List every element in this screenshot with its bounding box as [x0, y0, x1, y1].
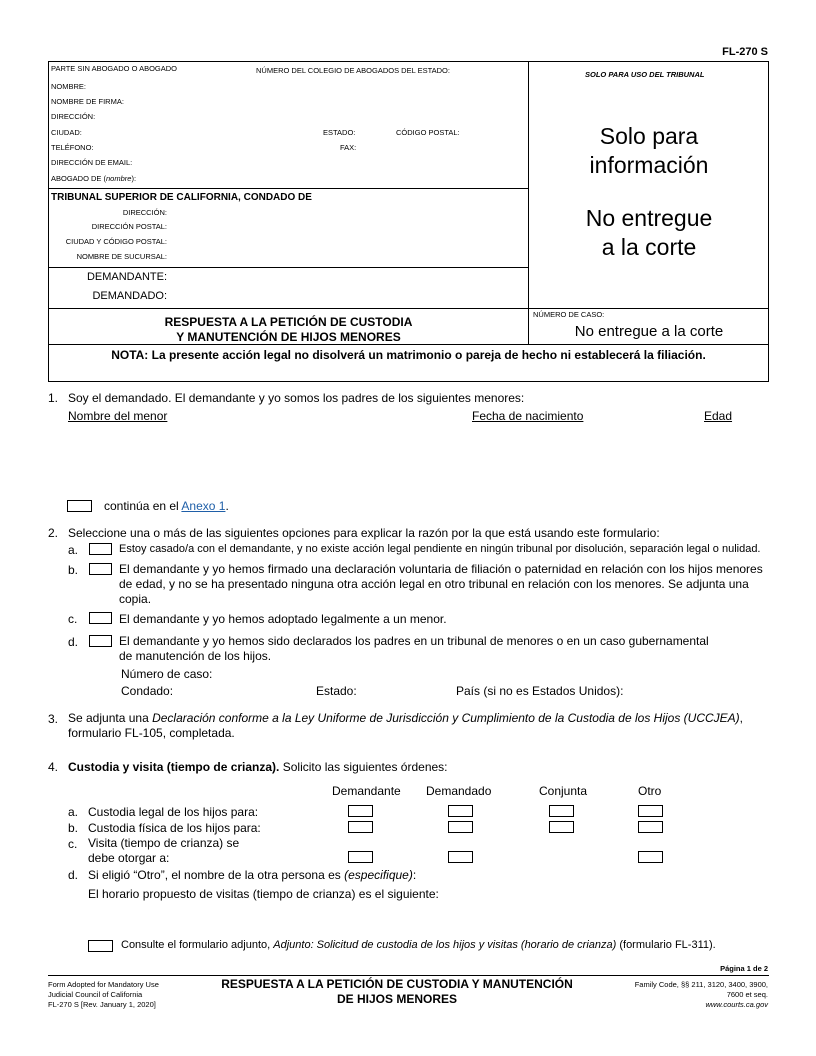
case-number-value: No entregue a la corte [574, 323, 724, 340]
city-label: CIUDAD: [51, 128, 82, 137]
item4d-letter: d. [68, 868, 79, 882]
col-other: Otro [638, 784, 662, 798]
item4c-letter: c. [68, 837, 78, 851]
case-number-label: NÚMERO DE CASO: [533, 310, 605, 319]
note: NOTA: La presente acción legal no disolverá un matrimonio o pareja de hecho ni establecerá la filiación. [111, 348, 706, 362]
item1-number: 1. [48, 391, 59, 405]
legal-custody-other-checkbox[interactable] [638, 805, 663, 817]
firm-label: NOMBRE DE FIRMA: [51, 97, 124, 106]
physical-custody-other-checkbox[interactable] [638, 821, 663, 833]
item2d-letter: d. [68, 635, 79, 649]
item2a-letter: a. [68, 543, 79, 557]
physical-custody-joint-checkbox[interactable] [549, 821, 574, 833]
item1-text: Soy el demandado. El demandante y yo somos los padres de los siguientes menores: [68, 391, 525, 405]
footer-title: RESPUESTA A LA PETICIÓN DE CUSTODIA Y MANUTENCIÓN DE HIJOS MENORES [221, 977, 573, 1006]
col-joint: Conjunta [539, 784, 588, 798]
email-label: DIRECCIÓN DE EMAIL: [51, 158, 133, 167]
zip-label: CÓDIGO POSTAL: [396, 128, 460, 137]
visitation-respondent-checkbox[interactable] [448, 851, 473, 863]
legal-custody-respondent-checkbox[interactable] [448, 805, 473, 817]
item2d-county: Condado: [121, 684, 174, 698]
party-title: PARTE SIN ABOGADO O ABOGADO [51, 64, 178, 73]
courts-website-link[interactable]: www.courts.ca.gov [705, 1000, 768, 1009]
col-age: Edad [704, 409, 733, 423]
consult-form-text: Consulte el formulario adjunto, Adjunto: Solicitud de custodia de los hijos y visitas (horario de crianza) (formulario FL-311). [121, 939, 716, 951]
court-use-label: SOLO PARA USO DEL TRIBUNAL [585, 70, 705, 79]
court-city-zip-label: CIUDAD Y CÓDIGO POSTAL: [65, 237, 167, 246]
item4c-text: Visita (tiempo de crianza) se debe otorgar a: [88, 836, 240, 865]
petitioner-label: DEMANDANTE: [86, 271, 167, 283]
bar-number-label: NÚMERO DEL COLEGIO DE ABOGADOS DEL ESTADO: [256, 66, 450, 75]
continued-checkbox[interactable] [67, 500, 92, 512]
name-label: NOMBRE: [51, 82, 87, 91]
schedule-text: El horario propuesto de visitas (tiempo de crianza) es el siguiente: [88, 887, 439, 901]
form-title: RESPUESTA A LA PETICIÓN DE CUSTODIA Y MANUTENCIÓN DE HIJOS MENORES [164, 315, 413, 344]
item3-number: 3. [48, 712, 59, 726]
item4d-text: Si eligió “Otro”, el nombre de la otra persona es (especifique): [88, 868, 417, 882]
item2-number: 2. [48, 526, 59, 540]
court-mailing-label: DIRECCIÓN POSTAL: [91, 222, 167, 231]
respondent-label: DEMANDADO: [92, 290, 167, 302]
continued-text: continúa en el Anexo 1. [104, 499, 229, 513]
item2b-checkbox[interactable] [89, 563, 112, 575]
physical-custody-respondent-checkbox[interactable] [448, 821, 473, 833]
physical-custody-petitioner-checkbox[interactable] [348, 821, 373, 833]
item2d-state: Estado: [316, 684, 357, 698]
legal-custody-petitioner-checkbox[interactable] [348, 805, 373, 817]
attorney-for-label: ABOGADO DE (nombre): [51, 174, 137, 183]
info-only-notice: Solo para información [589, 123, 709, 178]
item2d-text: El demandante y yo hemos sido declarados los padres en un tribunal de menores o en un caso gubernamental de manutención de los hijos. [119, 634, 709, 663]
item4a-letter: a. [68, 805, 79, 819]
code-references: Family Code, §§ 211, 3120, 3400, 3900, 7600 et seq. www.courts.ca.gov [634, 980, 768, 1009]
adopted-notice: Form Adopted for Mandatory Use Judicial Council of California FL-270 S [Rev. January 1, 2020] [48, 980, 159, 1009]
item2c-text: El demandante y yo hemos adoptado legalmente a un menor. [119, 612, 447, 626]
page-number: Página 1 de 2 [720, 964, 768, 973]
attachment-1-link[interactable]: Anexo 1 [181, 499, 226, 513]
item2b-letter: b. [68, 563, 79, 577]
address-label: DIRECCIÓN: [51, 112, 96, 121]
phone-label: TELÉFONO: [51, 143, 94, 152]
item2d-case-number: Número de caso: [121, 667, 213, 681]
court-branch-label: NOMBRE DE SUCURSAL: [76, 252, 167, 261]
col-child-name: Nombre del menor [68, 409, 168, 423]
item2b-text: El demandante y yo hemos firmado una declaración voluntaria de filiación o paternidad en relación con los hijos menores de edad, y no se ha presentado ninguna otra acción legal en otro tribunal en relación con los menores. Se adjunta una copia. [119, 562, 763, 606]
item2a-text: Estoy casado/a con el demandante, y no existe acción legal pendiente en ningún tribunal por disolución, separación legal o nulidad. [119, 543, 761, 555]
item2d-country: País (si no es Estados Unidos): [456, 684, 624, 698]
item4-number: 4. [48, 760, 59, 774]
legal-custody-joint-checkbox[interactable] [549, 805, 574, 817]
item2c-letter: c. [68, 612, 78, 626]
consult-form-checkbox[interactable] [88, 940, 113, 952]
col-petitioner: Demandante [332, 784, 401, 798]
item2-text: Seleccione una o más de las siguientes opciones para explicar la razón por la que está usando este formulario: [68, 526, 660, 540]
court-address-label: DIRECCIÓN: [122, 208, 167, 217]
visitation-petitioner-checkbox[interactable] [348, 851, 373, 863]
item4b-text: Custodia física de los hijos para: [88, 821, 261, 835]
item4-text: Custodia y visita (tiempo de crianza). Solicito las siguientes órdenes: [68, 760, 448, 774]
state-label: ESTADO: [323, 128, 356, 137]
item2d-checkbox[interactable] [89, 635, 112, 647]
form-number: FL-270 S [722, 46, 768, 58]
item2a-checkbox[interactable] [89, 543, 112, 555]
fax-label: FAX: [340, 143, 357, 152]
do-not-file-notice: No entregue a la corte [585, 205, 713, 260]
item2c-checkbox[interactable] [89, 612, 112, 624]
item4a-text: Custodia legal de los hijos para: [88, 805, 259, 819]
col-respondent: Demandado [426, 784, 492, 798]
item3-text: Se adjunta una Declaración conforme a la Ley Uniforme de Jurisdicción y Cumplimiento de la Custodia de los Hijos (UCCJEA), formulario FL-105, completada. [68, 711, 744, 740]
item4b-letter: b. [68, 821, 79, 835]
col-birth-date: Fecha de nacimiento [472, 409, 584, 423]
visitation-other-checkbox[interactable] [638, 851, 663, 863]
court-title: TRIBUNAL SUPERIOR DE CALIFORNIA, CONDADO DE [51, 192, 312, 203]
